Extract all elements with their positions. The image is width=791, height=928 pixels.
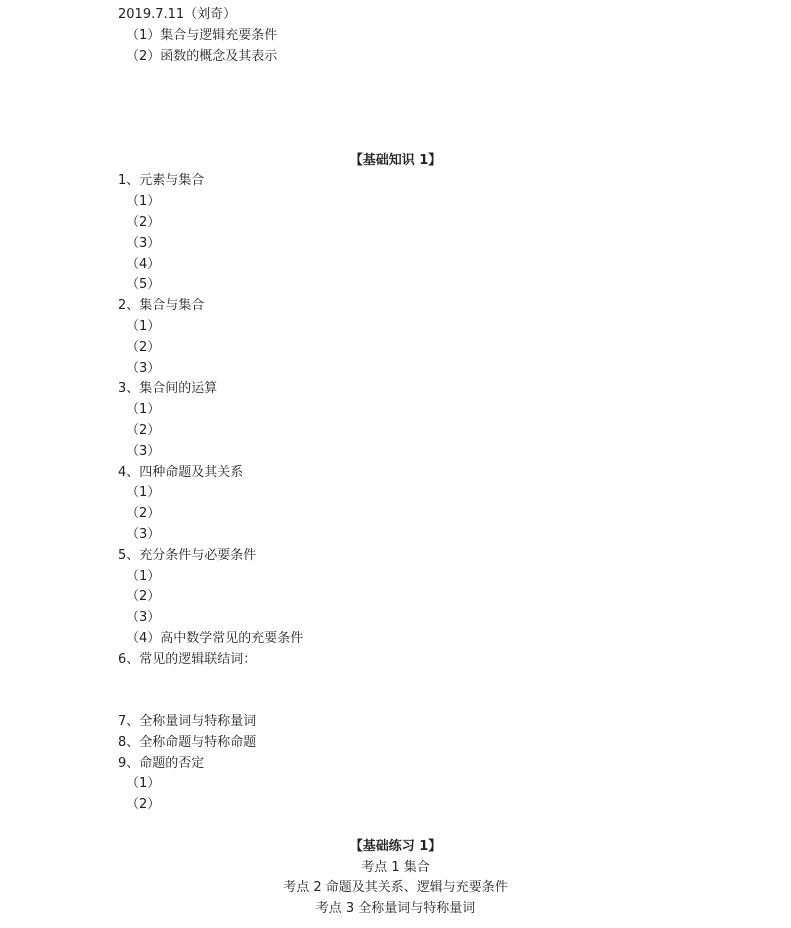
section-item: （3） <box>126 360 161 376</box>
section-heading: 4、四种命题及其关系 <box>118 464 244 480</box>
section-heading: 5、充分条件与必要条件 <box>118 547 257 563</box>
section-item: （1） <box>126 194 161 210</box>
practice-point: 考点 1 集合 <box>361 859 430 875</box>
date-author: 2019.7.11（刘奇） <box>118 7 237 22</box>
section-heading: 1、元素与集合 <box>118 173 205 189</box>
spacer <box>0 691 791 712</box>
section-item: （1） <box>126 318 161 334</box>
practice-point: 考点 3 全称量词与特称量词 <box>315 901 476 917</box>
section-item: （2） <box>126 214 161 230</box>
section-item: （1） <box>126 776 161 792</box>
spacer <box>0 130 791 151</box>
spacer <box>0 88 791 109</box>
section-heading: 3、集合间的运算 <box>118 381 218 397</box>
section-heading: 8、全称命题与特称命题 <box>118 734 257 750</box>
section-heading: 7、全称量词与特称量词 <box>118 714 257 730</box>
topic-item: （1）集合与逻辑充要条件 <box>126 27 278 43</box>
section-item: （2） <box>126 797 161 813</box>
section-item: （1） <box>126 485 161 501</box>
section-item: （2） <box>126 339 161 355</box>
section-heading: 6、常见的逻辑联结词： <box>118 651 257 667</box>
section-item: （2） <box>126 422 161 438</box>
section-item: （3） <box>126 235 161 251</box>
section-item: （5） <box>126 277 161 293</box>
section-heading: 9、命题的否定 <box>118 755 205 771</box>
section-item: （4）高中数学常见的充要条件 <box>126 630 304 646</box>
practice-point: 考点 2 命题及其关系、逻辑与充要条件 <box>283 880 508 896</box>
spacer <box>0 109 791 130</box>
section-item: （2） <box>126 506 161 522</box>
practice-title: 【基础练习 1】 <box>349 838 442 854</box>
section-item: （4） <box>126 256 161 272</box>
topic-item: （2）函数的概念及其表示 <box>126 48 278 64</box>
spacer <box>0 671 791 692</box>
spacer <box>0 816 791 837</box>
spacer <box>0 67 791 88</box>
section-item: （2） <box>126 589 161 605</box>
knowledge-title: 【基础知识 1】 <box>349 152 442 168</box>
document-body <box>0 5 791 920</box>
section-item: （3） <box>126 526 161 542</box>
section-item: （3） <box>126 610 161 626</box>
section-item: （1） <box>126 402 161 418</box>
section-heading: 2、集合与集合 <box>118 298 205 314</box>
section-item: （1） <box>126 568 161 584</box>
section-item: （3） <box>126 443 161 459</box>
